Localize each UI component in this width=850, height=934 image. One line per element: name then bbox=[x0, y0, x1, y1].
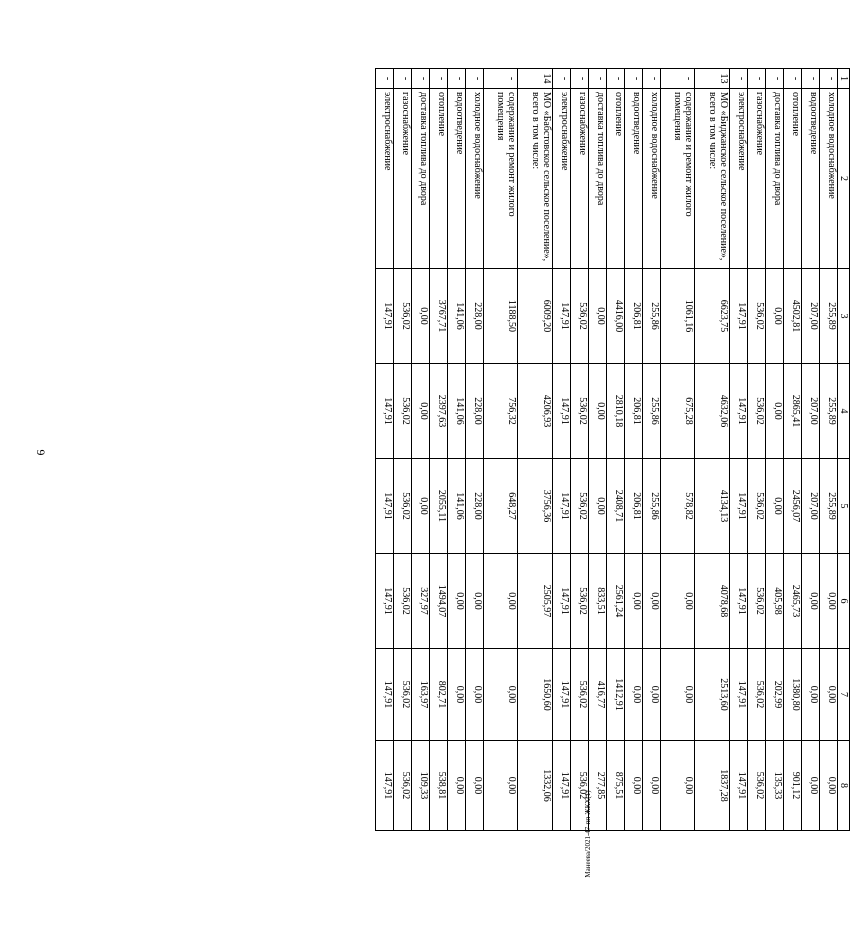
value-cell: 0,00 bbox=[766, 269, 784, 364]
table-row bbox=[484, 69, 519, 831]
row-name-cell: электроснабжение bbox=[376, 89, 394, 269]
value-cell: 0,00 bbox=[466, 554, 484, 649]
tariff-table bbox=[375, 68, 850, 831]
value-cell: 0,00 bbox=[484, 741, 519, 831]
value-cell: 207,00 bbox=[802, 459, 820, 554]
value-cell: 147,91 bbox=[730, 269, 748, 364]
row-index-cell: - bbox=[730, 69, 748, 89]
table-row bbox=[607, 69, 625, 831]
value-cell: 536,02 bbox=[394, 269, 412, 364]
row-name-cell: холодное водоснабжение bbox=[643, 89, 661, 269]
header-cell: 2 bbox=[838, 89, 850, 269]
value-cell: 416,77 bbox=[589, 649, 607, 741]
value-cell: 147,91 bbox=[376, 269, 394, 364]
value-cell: 228,00 bbox=[466, 459, 484, 554]
row-index-cell: - bbox=[766, 69, 784, 89]
value-cell: 0,00 bbox=[820, 554, 838, 649]
row-name-cell: МО «Бабстовское сельское поселение», всего в том числе: bbox=[518, 89, 553, 269]
header-cell: 4 bbox=[838, 364, 850, 459]
value-cell: 2810,18 bbox=[607, 364, 625, 459]
header-cell: 8 bbox=[838, 741, 850, 831]
value-cell: 536,02 bbox=[748, 459, 766, 554]
value-cell: 147,91 bbox=[553, 649, 571, 741]
row-name-cell: МО «Биджанское сельское поселение», всего в том числе: bbox=[695, 89, 730, 269]
value-cell: 536,02 bbox=[571, 554, 589, 649]
table-row bbox=[553, 69, 571, 831]
row-name-cell: содержание и ремонт жилого помещения bbox=[484, 89, 519, 269]
value-cell: 255,89 bbox=[820, 459, 838, 554]
table-row bbox=[695, 69, 730, 831]
value-cell: 0,00 bbox=[412, 269, 430, 364]
value-cell: 536,02 bbox=[571, 364, 589, 459]
row-index-cell: - bbox=[571, 69, 589, 89]
row-name-cell: доставка топлива до двора bbox=[412, 89, 430, 269]
value-cell: 147,91 bbox=[730, 554, 748, 649]
value-cell: 1332,06 bbox=[518, 741, 553, 831]
value-cell: 648,27 bbox=[484, 459, 519, 554]
row-name-cell: холодное водоснабжение bbox=[466, 89, 484, 269]
value-cell: 147,91 bbox=[376, 649, 394, 741]
value-cell: 0,00 bbox=[661, 649, 696, 741]
table-container bbox=[375, 68, 850, 830]
row-index-cell: - bbox=[643, 69, 661, 89]
value-cell: 536,02 bbox=[394, 741, 412, 831]
table-row bbox=[730, 69, 748, 831]
row-index-cell: 14 bbox=[518, 69, 553, 89]
value-cell: 228,00 bbox=[466, 364, 484, 459]
row-name-cell: содержание и ремонт жилого помещения bbox=[661, 89, 696, 269]
value-cell: 147,91 bbox=[376, 741, 394, 831]
value-cell: 141,06 bbox=[448, 269, 466, 364]
row-index-cell: - bbox=[466, 69, 484, 89]
row-index-cell: - bbox=[376, 69, 394, 89]
value-cell: 875,51 bbox=[607, 741, 625, 831]
document-code: Манеева/2021-47-пп-ЖКХ(1) bbox=[584, 790, 592, 878]
value-cell: 4134,13 bbox=[695, 459, 730, 554]
value-cell: 0,00 bbox=[661, 554, 696, 649]
value-cell: 147,91 bbox=[553, 269, 571, 364]
value-cell: 255,86 bbox=[643, 269, 661, 364]
value-cell: 1650,60 bbox=[518, 649, 553, 741]
value-cell: 141,06 bbox=[448, 364, 466, 459]
row-name-cell: отопление bbox=[430, 89, 448, 269]
value-cell: 0,00 bbox=[448, 649, 466, 741]
table-row bbox=[820, 69, 838, 831]
row-index-cell: - bbox=[448, 69, 466, 89]
value-cell: 3767,71 bbox=[430, 269, 448, 364]
row-index-cell: - bbox=[784, 69, 802, 89]
value-cell: 255,89 bbox=[820, 364, 838, 459]
table-row bbox=[376, 69, 394, 831]
row-index-cell: - bbox=[430, 69, 448, 89]
value-cell: 536,02 bbox=[571, 269, 589, 364]
table-row bbox=[589, 69, 607, 831]
value-cell: 147,91 bbox=[376, 554, 394, 649]
table-row bbox=[394, 69, 412, 831]
value-cell: 675,28 bbox=[661, 364, 696, 459]
value-cell: 536,02 bbox=[394, 649, 412, 741]
value-cell: 207,00 bbox=[802, 269, 820, 364]
row-index-cell: - bbox=[802, 69, 820, 89]
value-cell: 0,00 bbox=[643, 649, 661, 741]
table-row bbox=[643, 69, 661, 831]
value-cell: 109,33 bbox=[412, 741, 430, 831]
value-cell: 255,89 bbox=[820, 269, 838, 364]
value-cell: 277,85 bbox=[589, 741, 607, 831]
value-cell: 141,06 bbox=[448, 459, 466, 554]
value-cell: 578,82 bbox=[661, 459, 696, 554]
value-cell: 0,00 bbox=[643, 554, 661, 649]
value-cell: 833,51 bbox=[589, 554, 607, 649]
value-cell: 536,02 bbox=[748, 554, 766, 649]
row-name-cell: газоснабжение bbox=[394, 89, 412, 269]
value-cell: 536,02 bbox=[748, 269, 766, 364]
table-row bbox=[802, 69, 820, 831]
value-cell: 756,32 bbox=[484, 364, 519, 459]
table-row bbox=[766, 69, 784, 831]
value-cell: 536,02 bbox=[748, 741, 766, 831]
value-cell: 2865,41 bbox=[784, 364, 802, 459]
value-cell: 6009,20 bbox=[518, 269, 553, 364]
row-name-cell: водоотведение bbox=[802, 89, 820, 269]
value-cell: 0,00 bbox=[466, 741, 484, 831]
value-cell: 0,00 bbox=[625, 554, 643, 649]
value-cell: 2408,71 bbox=[607, 459, 625, 554]
header-cell: 6 bbox=[838, 554, 850, 649]
value-cell: 536,02 bbox=[748, 364, 766, 459]
value-cell: 206,81 bbox=[625, 364, 643, 459]
row-name-cell: электроснабжение bbox=[730, 89, 748, 269]
value-cell: 3756,36 bbox=[518, 459, 553, 554]
value-cell: 0,00 bbox=[820, 649, 838, 741]
row-index-cell: - bbox=[394, 69, 412, 89]
value-cell: 2456,07 bbox=[784, 459, 802, 554]
value-cell: 405,98 bbox=[766, 554, 784, 649]
value-cell: 255,86 bbox=[643, 459, 661, 554]
header-cell: 3 bbox=[838, 269, 850, 364]
value-cell: 0,00 bbox=[766, 459, 784, 554]
value-cell: 202,99 bbox=[766, 649, 784, 741]
table-row bbox=[466, 69, 484, 831]
value-cell: 0,00 bbox=[448, 554, 466, 649]
value-cell: 0,00 bbox=[589, 459, 607, 554]
value-cell: 536,02 bbox=[571, 649, 589, 741]
header-cell: 1 bbox=[838, 69, 850, 89]
row-name-cell: водоотведение bbox=[448, 89, 466, 269]
row-index-cell: - bbox=[661, 69, 696, 89]
value-cell: 2505,97 bbox=[518, 554, 553, 649]
value-cell: 147,91 bbox=[553, 554, 571, 649]
table-row bbox=[784, 69, 802, 831]
row-index-cell: - bbox=[553, 69, 571, 89]
table-row bbox=[571, 69, 589, 831]
value-cell: 536,02 bbox=[571, 741, 589, 831]
value-cell: 901,12 bbox=[784, 741, 802, 831]
table-row bbox=[448, 69, 466, 831]
value-cell: 0,00 bbox=[448, 741, 466, 831]
value-cell: 0,00 bbox=[412, 364, 430, 459]
row-name-cell: отопление bbox=[784, 89, 802, 269]
value-cell: 4502,81 bbox=[784, 269, 802, 364]
value-cell: 147,91 bbox=[376, 364, 394, 459]
value-cell: 0,00 bbox=[625, 649, 643, 741]
value-cell: 0,00 bbox=[766, 364, 784, 459]
value-cell: 147,91 bbox=[553, 741, 571, 831]
value-cell: 0,00 bbox=[589, 269, 607, 364]
value-cell: 536,02 bbox=[394, 459, 412, 554]
value-cell: 1380,80 bbox=[784, 649, 802, 741]
value-cell: 0,00 bbox=[802, 649, 820, 741]
value-cell: 4632,06 bbox=[695, 364, 730, 459]
row-index-cell: - bbox=[589, 69, 607, 89]
value-cell: 1188,50 bbox=[484, 269, 519, 364]
value-cell: 2397,63 bbox=[430, 364, 448, 459]
value-cell: 536,02 bbox=[394, 554, 412, 649]
value-cell: 147,91 bbox=[553, 459, 571, 554]
value-cell: 147,91 bbox=[730, 459, 748, 554]
value-cell: 0,00 bbox=[643, 741, 661, 831]
value-cell: 147,91 bbox=[730, 649, 748, 741]
value-cell: 206,81 bbox=[625, 459, 643, 554]
value-cell: 163,97 bbox=[412, 649, 430, 741]
header-cell: 7 bbox=[838, 649, 850, 741]
header-cell: 5 bbox=[838, 459, 850, 554]
page-number: 6 bbox=[33, 449, 48, 456]
value-cell: 4078,68 bbox=[695, 554, 730, 649]
value-cell: 147,91 bbox=[376, 459, 394, 554]
value-cell: 327,97 bbox=[412, 554, 430, 649]
value-cell: 2561,24 bbox=[607, 554, 625, 649]
value-cell: 0,00 bbox=[802, 554, 820, 649]
table-row bbox=[661, 69, 696, 831]
table-row bbox=[748, 69, 766, 831]
value-cell: 147,91 bbox=[730, 364, 748, 459]
table-row bbox=[518, 69, 553, 831]
row-name-cell: холодное водоснабжение bbox=[820, 89, 838, 269]
value-cell: 536,02 bbox=[571, 459, 589, 554]
row-index-cell: - bbox=[484, 69, 519, 89]
value-cell: 0,00 bbox=[820, 741, 838, 831]
row-index-cell: 13 bbox=[695, 69, 730, 89]
value-cell: 2055,11 bbox=[430, 459, 448, 554]
value-cell: 1412,91 bbox=[607, 649, 625, 741]
value-cell: 0,00 bbox=[625, 741, 643, 831]
value-cell: 147,91 bbox=[553, 364, 571, 459]
row-name-cell: газоснабжение bbox=[748, 89, 766, 269]
value-cell: 0,00 bbox=[412, 459, 430, 554]
value-cell: 228,00 bbox=[466, 269, 484, 364]
row-index-cell: - bbox=[820, 69, 838, 89]
table-row bbox=[430, 69, 448, 831]
value-cell: 206,81 bbox=[625, 269, 643, 364]
value-cell: 0,00 bbox=[466, 649, 484, 741]
value-cell: 135,33 bbox=[766, 741, 784, 831]
value-cell: 4206,93 bbox=[518, 364, 553, 459]
row-name-cell: газоснабжение bbox=[571, 89, 589, 269]
row-name-cell: водоотведение bbox=[625, 89, 643, 269]
row-index-cell: - bbox=[607, 69, 625, 89]
row-name-cell: электроснабжение bbox=[553, 89, 571, 269]
row-index-cell: - bbox=[748, 69, 766, 89]
row-name-cell: доставка топлива до двора bbox=[589, 89, 607, 269]
value-cell: 0,00 bbox=[589, 364, 607, 459]
row-name-cell: доставка топлива до двора bbox=[766, 89, 784, 269]
header-row bbox=[838, 69, 850, 831]
value-cell: 0,00 bbox=[802, 741, 820, 831]
value-cell: 0,00 bbox=[484, 649, 519, 741]
value-cell: 147,91 bbox=[730, 741, 748, 831]
value-cell: 2513,60 bbox=[695, 649, 730, 741]
value-cell: 0,00 bbox=[661, 741, 696, 831]
value-cell: 0,00 bbox=[484, 554, 519, 649]
value-cell: 536,02 bbox=[748, 649, 766, 741]
value-cell: 1837,28 bbox=[695, 741, 730, 831]
value-cell: 2465,73 bbox=[784, 554, 802, 649]
value-cell: 1061,16 bbox=[661, 269, 696, 364]
value-cell: 1494,07 bbox=[430, 554, 448, 649]
value-cell: 4416,00 bbox=[607, 269, 625, 364]
value-cell: 802,71 bbox=[430, 649, 448, 741]
table-row bbox=[625, 69, 643, 831]
row-index-cell: - bbox=[412, 69, 430, 89]
row-index-cell: - bbox=[625, 69, 643, 89]
value-cell: 538,81 bbox=[430, 741, 448, 831]
value-cell: 207,00 bbox=[802, 364, 820, 459]
row-name-cell: отопление bbox=[607, 89, 625, 269]
value-cell: 255,86 bbox=[643, 364, 661, 459]
value-cell: 6623,75 bbox=[695, 269, 730, 364]
table-row bbox=[412, 69, 430, 831]
value-cell: 536,02 bbox=[394, 364, 412, 459]
